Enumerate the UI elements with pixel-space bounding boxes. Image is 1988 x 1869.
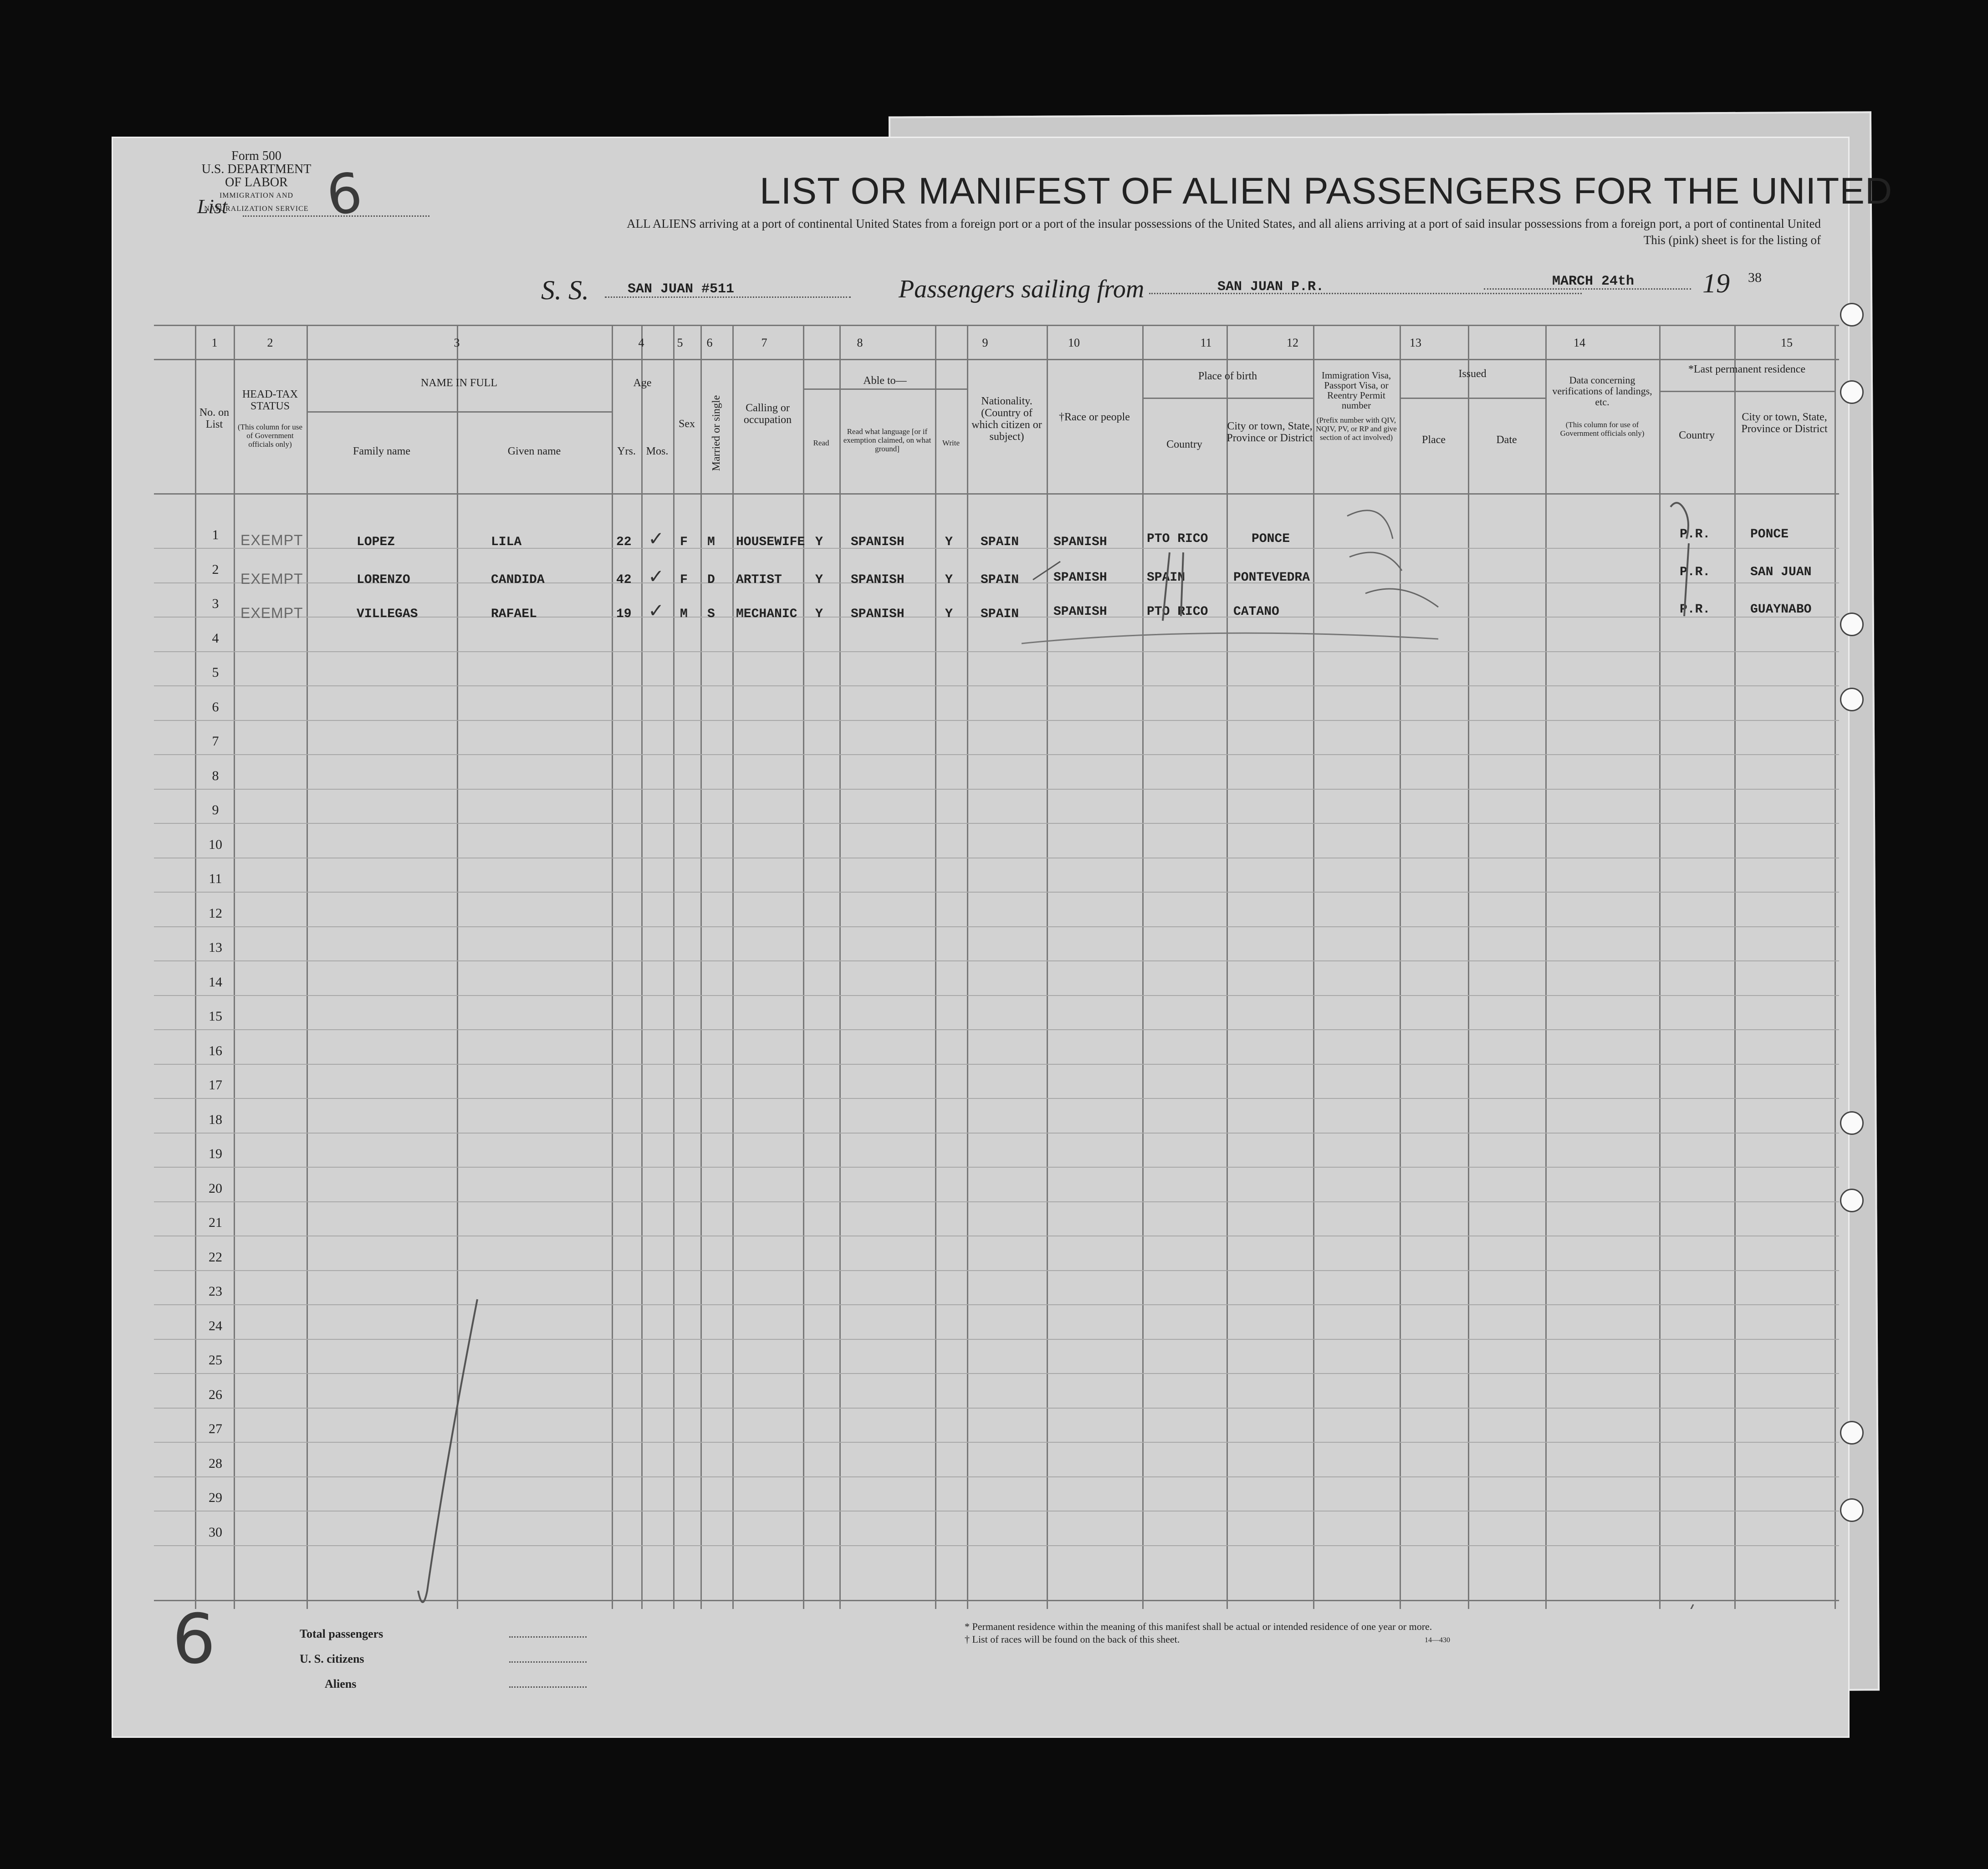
family-name-cell: LOPEZ (357, 535, 395, 549)
married-cell: S (707, 607, 715, 621)
col-number: 11 (1200, 336, 1212, 349)
row-number: 11 (209, 871, 222, 886)
mos-check: ✓ (648, 529, 664, 550)
given-name-cell: CANDIDA (491, 573, 545, 587)
header-given-name: Given name (507, 445, 561, 457)
form-number: Form 500 (231, 149, 281, 163)
header-read-language: Read what language [or if exemption claimed, on what ground] (843, 427, 931, 453)
row-number: 4 (212, 630, 219, 646)
header-head-tax-note: (This column for use of Government officials only) (237, 423, 303, 449)
header-calling: Calling or occupation (743, 402, 792, 426)
race-cell: SPANISH (1053, 605, 1107, 619)
read-cell: Y (815, 607, 823, 621)
read-cell: Y (815, 535, 823, 549)
given-name-cell: RAFAEL (491, 607, 537, 621)
header-visa: Immigration Visa, Passport Visa, or Reentry Permit number (1321, 370, 1391, 411)
header-last-residence: *Last permanent residence (1688, 363, 1806, 375)
row-number: 21 (209, 1215, 222, 1230)
binder-hole (1840, 1189, 1864, 1212)
language-cell: SPANISH (851, 535, 905, 549)
header-data-concerning: Data concerning verifications of landings, etc. (1552, 374, 1652, 408)
handwriting-marks (154, 325, 1839, 1609)
birth-city-cell: PONTEVEDRA (1233, 571, 1310, 585)
footer-citizens-field (509, 1661, 587, 1663)
header-issued: Issued (1458, 368, 1487, 380)
birth-country-cell: SPAIN (1147, 571, 1186, 585)
res-country-cell: P.R. (1680, 565, 1711, 579)
header-yrs: Yrs. (617, 445, 636, 457)
footer-handwritten-number: 6 (172, 1600, 216, 1679)
header-birth-country: Country (1166, 439, 1202, 450)
department: U.S. DEPARTMENT OF LABOR (201, 162, 312, 189)
res-city-cell: GUAYNABO (1750, 603, 1812, 617)
header-res-city: City or town, State, Province or District (1741, 411, 1828, 435)
header-no-on-list: No. on List (199, 407, 230, 430)
binder-hole (1840, 380, 1864, 404)
col-number: 10 (1068, 336, 1080, 349)
nationality-cell: SPAIN (981, 607, 1019, 621)
res-country-cell: P.R. (1680, 527, 1711, 541)
row-number: 8 (212, 768, 219, 783)
age-cell: 19 (616, 607, 632, 621)
ss-label: S. S. (541, 275, 589, 305)
head-tax-stamp: EXEMPT (240, 605, 303, 621)
col-number: 3 (454, 336, 460, 349)
row-number: 24 (209, 1318, 222, 1333)
header-mos: Mos. (646, 445, 669, 457)
row-number: 13 (209, 940, 222, 955)
row-number: 26 (209, 1387, 222, 1402)
married-cell: M (707, 535, 715, 549)
binder-hole (1840, 303, 1864, 327)
sailing-from-line (1149, 293, 1582, 294)
header-write: Write (942, 439, 960, 447)
header-birth-city: City or town, State, Province or District (1227, 420, 1313, 444)
subtitle (441, 215, 1821, 248)
footnote-residence: * Permanent residence within the meaning of this manifest shall be actual or intended residence of one year or more. (965, 1621, 1432, 1632)
race-cell: SPANISH (1053, 535, 1107, 549)
row-number: 6 (212, 699, 219, 715)
header-able-to: Able to— (863, 375, 907, 387)
row-number: 1 (212, 527, 219, 542)
page-title: LIST OR MANIFEST OF ALIEN PASSENGERS FOR THE UNITED (760, 170, 1893, 212)
mos-check: ✓ (648, 601, 664, 622)
subtitle-line-2: This (pink) sheet is for the listing of (1643, 233, 1821, 247)
sailing-label: Passengers sailing from (899, 275, 1145, 303)
family-name-cell: VILLEGAS (357, 607, 418, 621)
header-place-of-birth: Place of birth (1198, 370, 1257, 382)
birth-country-cell: PTO RICO (1147, 605, 1208, 619)
col-number: 6 (706, 336, 713, 349)
col-number: 14 (1574, 336, 1585, 349)
sex-cell: F (680, 535, 688, 549)
birth-city-cell: CATANO (1233, 605, 1279, 619)
row-number: 27 (209, 1421, 222, 1436)
nationality-cell: SPAIN (981, 573, 1019, 587)
col-number: 8 (857, 336, 863, 349)
header-sex: Sex (679, 418, 695, 430)
col-number: 12 (1287, 336, 1298, 349)
footer-aliens-label: Aliens (325, 1677, 357, 1690)
sex-cell: M (680, 607, 688, 621)
header-issued-date: Date (1496, 434, 1517, 446)
age-cell: 42 (616, 573, 632, 587)
head-tax-stamp: EXEMPT (240, 571, 303, 587)
col-number: 15 (1781, 336, 1793, 349)
row-number: 29 (209, 1490, 222, 1505)
row-number: 3 (212, 596, 219, 611)
family-name-cell: LORENZO (357, 573, 410, 587)
header-race: †Race or people (1059, 411, 1130, 423)
binder-hole (1840, 613, 1864, 636)
footer-aliens-field (509, 1686, 587, 1688)
row-number: 19 (209, 1146, 222, 1161)
binder-hole (1840, 1421, 1864, 1445)
row-number: 23 (209, 1284, 222, 1299)
year-prefix: 19 (1702, 268, 1730, 298)
res-city-cell: PONCE (1750, 527, 1789, 541)
write-cell: Y (945, 573, 953, 587)
header-head-tax: HEAD-TAX STATUS (242, 388, 298, 412)
occupation-cell: HOUSEWIFE (736, 535, 805, 549)
language-cell: SPANISH (851, 573, 905, 587)
head-tax-stamp: EXEMPT (240, 532, 303, 548)
age-cell: 22 (616, 535, 632, 549)
occupation-cell: MECHANIC (736, 607, 797, 621)
row-number: 30 (209, 1524, 222, 1540)
write-cell: Y (945, 535, 953, 549)
footer-total-field (509, 1636, 587, 1638)
binder-hole (1840, 688, 1864, 711)
footer-citizens-label: U. S. citizens (300, 1652, 364, 1665)
row-number: 17 (209, 1077, 222, 1093)
manifest-table (154, 325, 1839, 1655)
footer-form-code: 14—430 (1425, 1636, 1450, 1644)
row-number: 22 (209, 1249, 222, 1265)
row-number: 28 (209, 1455, 222, 1471)
mos-check: ✓ (648, 567, 664, 587)
footnote-races: † List of races will be found on the back of this sheet. (965, 1634, 1180, 1645)
row-number: 5 (212, 665, 219, 680)
col-number: 9 (982, 336, 988, 349)
res-country-cell: P.R. (1680, 603, 1711, 617)
manifest-sheet (112, 137, 1893, 1738)
row-number: 12 (209, 905, 222, 921)
res-city-cell: SAN JUAN (1750, 565, 1812, 579)
race-cell: SPANISH (1053, 571, 1107, 585)
birth-city-cell: PONCE (1252, 532, 1290, 546)
birth-country-cell: PTO RICO (1147, 532, 1208, 546)
header-family-name: Family name (353, 445, 410, 457)
col-number: 5 (677, 336, 683, 349)
header-data-note: (This column for use of Government officials only) (1560, 420, 1645, 438)
subtitle-line-1: ALL ALIENS arriving at a port of continental United States from a foreign port or a port of the insular possessions of the United States, and all aliens arriving at a port of said insular possessions from a foreign port, a port of continental United (627, 217, 1821, 230)
given-name-cell: LILA (491, 535, 522, 549)
language-cell: SPANISH (851, 607, 905, 621)
binder-hole (1840, 1498, 1864, 1522)
row-number: 7 (212, 734, 219, 749)
header-nationality: Nationality. (Country of which citizen or subject) (971, 395, 1042, 443)
write-cell: Y (945, 607, 953, 621)
occupation-cell: ARTIST (736, 573, 782, 587)
footer-total-label: Total passengers (300, 1627, 383, 1640)
row-number: 18 (209, 1112, 222, 1127)
binder-hole (1840, 1111, 1864, 1135)
row-number: 15 (209, 1009, 222, 1024)
header-issued-place: Place (1422, 434, 1446, 446)
col-number: 4 (638, 336, 644, 349)
sailing-from: SAN JUAN P.R. (1217, 279, 1324, 295)
row-number: 9 (212, 802, 219, 817)
row-number: 10 (209, 837, 222, 852)
header-name-in-full: NAME IN FULL (421, 377, 497, 389)
row-number: 25 (209, 1353, 222, 1368)
row-number: 2 (212, 562, 219, 577)
nationality-cell: SPAIN (981, 535, 1019, 549)
header-read: Read (813, 439, 829, 447)
sailing-date: MARCH 24th (1552, 274, 1635, 289)
married-cell: D (707, 573, 715, 587)
col-number: 13 (1410, 336, 1421, 349)
header-res-country: Country (1679, 429, 1715, 441)
list-label: List (197, 195, 228, 218)
list-number: 6 (322, 161, 366, 229)
row-number: 14 (209, 974, 222, 990)
header-age: Age (633, 377, 652, 389)
year-suffix: 38 (1748, 270, 1762, 285)
header-visa-note: (Prefix number with QIV, NQIV, PV, or RP and give section of act involved) (1316, 416, 1397, 442)
row-number: 20 (209, 1180, 222, 1196)
header-married: Married or single (710, 395, 722, 471)
read-cell: Y (815, 573, 823, 587)
col-number: 1 (211, 336, 218, 349)
row-number: 16 (209, 1043, 222, 1058)
sex-cell: F (680, 573, 688, 587)
col-number: 2 (267, 336, 273, 349)
col-number: 7 (761, 336, 767, 349)
service: IMMIGRATION AND NATURALIZATION SERVICE (204, 192, 309, 213)
ship-name: SAN JUAN #511 (628, 281, 735, 297)
